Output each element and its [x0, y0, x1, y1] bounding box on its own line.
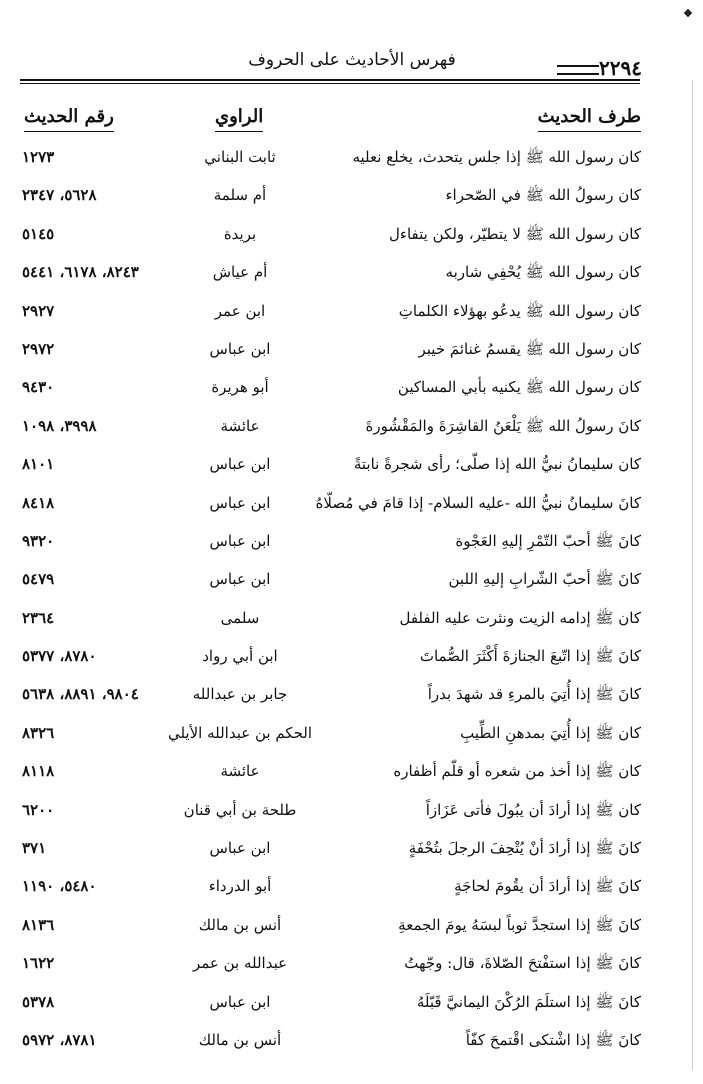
hadith-text: كانَ رسولُ الله ﷺ يَلْعَنُ القاشِرَةَ والمَقْشُورةَ: [365, 416, 641, 435]
table-row: [0, 1023, 703, 1061]
hadith-number: ٨١٠١: [22, 455, 55, 474]
rawi-name: ابن عمر: [214, 301, 266, 320]
hadith-text: كان رسولُ الله ﷺ في الصّحراء: [445, 186, 641, 205]
hadith-text: كان ﷺ إذا أُتِيَ بمدهنِ الطِّيبِ: [460, 723, 641, 742]
index-table: [0, 140, 703, 1061]
hadith-text: كانَ ﷺ إذا اتّبعَ الجنازةَ أَكْثَرَ الصُّماتَ: [419, 647, 641, 666]
rawi-name: عائشة: [220, 416, 260, 435]
hadith-text: كان رسول الله ﷺ يدعُو بهؤلاء الكلماتِ: [398, 301, 641, 320]
column-header-rawi: الراوي: [215, 106, 263, 132]
hadith-number: ١٢٧٣: [22, 148, 55, 166]
page-header: [22, 50, 642, 80]
hadith-number: ٨١١٨: [22, 762, 55, 781]
table-row: [0, 409, 703, 447]
rawi-name: ابن عباس: [209, 455, 271, 474]
rawi-name: ابن عباس: [209, 339, 271, 358]
hadith-number: ٨٧٨٠، ٥٣٧٧: [22, 647, 97, 666]
rawi-name: ابن عباس: [209, 531, 271, 550]
rawi-name: ابن عباس: [209, 493, 271, 512]
hadith-number: ٢٩٢٧: [22, 301, 55, 320]
table-row: [0, 294, 703, 332]
rawi-name: ابن عباس: [209, 839, 271, 858]
table-row: [0, 140, 703, 178]
rawi-name: ثابت البناني: [204, 148, 276, 166]
table-row: [0, 946, 703, 984]
table-row: [0, 754, 703, 792]
rawi-name: أم سلمة: [213, 186, 267, 205]
rawi-name: أبو هريرة: [211, 378, 269, 397]
rawi-name: ابن أبي رواد: [202, 647, 278, 666]
hadith-text: كان رسول الله ﷺ يُحْفِي شاربه: [445, 263, 641, 282]
page-edge-line: [692, 80, 693, 1070]
hadith-number: ٥٤٧٩: [22, 570, 55, 589]
header-rule-thin: [20, 83, 640, 84]
hadith-text: كانَ ﷺ إذا أرادَ أن يقُومَ لحاجَةٍ: [454, 877, 641, 896]
hadith-number: ٩٨٠٤، ٨٨٩١، ٥٦٣٨: [22, 685, 139, 704]
hadith-number: ٩٣٢٠: [22, 531, 55, 550]
page-number-bars: [557, 65, 599, 75]
hadith-number: ٢٣٦٤: [22, 608, 55, 627]
table-row: [0, 524, 703, 562]
hadith-number: ٩٤٣٠: [22, 378, 55, 397]
rawi-name: طلحة بن أبي قنان: [183, 800, 297, 819]
hadith-number: ٥٣٧٨: [22, 992, 55, 1011]
rawi-name: ابن عباس: [209, 570, 271, 589]
hadith-text: كانَ ﷺ إذا أُتِيَ بالمرءِ قد شهدَ بدراً: [427, 685, 641, 704]
rawi-name: أنس بن مالك: [198, 1030, 282, 1049]
hadith-text: كانَ ﷺ إذا أرادَ أنْ يُتْحِفَ الرجلَ بتُحْفَةٍ: [408, 839, 641, 858]
rawi-name: عبدالله بن عمر: [192, 954, 288, 973]
hadith-text: كانَ ﷺ أحبّ الشّرابِ إليهِ اللبن: [448, 570, 641, 589]
hadith-text: كانَ ﷺ إذا استفْتحَ الصّلاةَ، قال: وجّهتُ: [404, 954, 641, 973]
hadith-text: كانَ ﷺ إذا اشْتكى اقْتمحَ كفّاً: [465, 1030, 641, 1049]
hadith-number: ١٦٢٢: [22, 954, 55, 973]
table-row: [0, 793, 703, 831]
table-row: [0, 908, 703, 946]
hadith-text: كانَ سليمانُ نبيُّ الله -عليه السلام- إذا قامَ في مُصلّاهُ: [315, 493, 641, 512]
hadith-text: كان ﷺ إذا أرادَ أن يبُولَ فأتى عَزَازاً: [425, 800, 641, 819]
table-row: [0, 486, 703, 524]
table-row: [0, 562, 703, 600]
hadith-text: كان رسول الله ﷺ لا يتطيّر، ولكن يتفاءل: [389, 224, 641, 243]
rawi-name: الحكم بن عبدالله الأيلي: [167, 723, 313, 742]
rawi-name: ابن عباس: [209, 992, 271, 1011]
hadith-text: كان ﷺ إدامه الزيت ونثرت عليه الفلفل: [399, 608, 641, 627]
table-row: [0, 985, 703, 1023]
hadith-text: كانَ ﷺ إذا استجدَّ ثوباً لبسَهُ يومَ الجمعةِ: [398, 915, 641, 934]
rawi-name: أبو الدرداء: [208, 877, 272, 896]
rawi-name: أنس بن مالك: [198, 915, 282, 934]
hadith-number: ٣٩٩٨، ١٠٩٨: [22, 416, 97, 435]
hadith-number: ٢٩٧٢: [22, 339, 55, 358]
hadith-number: ٨١٣٦: [22, 915, 55, 934]
table-row: [0, 869, 703, 907]
rawi-name: بريدة: [223, 224, 257, 243]
table-row: [0, 831, 703, 869]
page-title: فهرس الأحاديث على الحروف: [248, 50, 456, 70]
column-header-number: رقم الحديث: [24, 106, 114, 132]
column-header-hadith: طرف الحديث: [538, 106, 641, 132]
page-number: [551, 56, 642, 80]
hadith-number: ٨٣٢٦: [22, 723, 55, 742]
header-rule: [20, 79, 640, 81]
table-row: [0, 332, 703, 370]
table-row: [0, 178, 703, 216]
table-row: [0, 447, 703, 485]
hadith-text: كان رسول الله ﷺ يقسمُ غنائمَ خيبر: [418, 339, 641, 358]
rawi-name: سلمى: [220, 608, 260, 627]
table-row: [0, 601, 703, 639]
table-row: [0, 217, 703, 255]
rawi-name: جابر بن عبدالله: [192, 685, 288, 704]
hadith-number: ٥٦٢٨، ٢٣٤٧: [22, 186, 97, 205]
hadith-text: كان سليمانُ نبيُّ الله إذا صلّى؛ رأى شجرةً نابتةً: [353, 455, 641, 474]
rawi-name: عائشة: [220, 762, 260, 781]
hadith-number: ٦٢٠٠: [22, 800, 55, 819]
hadith-text: كان رسول الله ﷺ يكنيه بأبي المساكين: [397, 378, 641, 397]
hadith-number: ٣٧١: [22, 839, 47, 858]
hadith-text: كان ﷺ إذا أخذ من شعره أو قلّم أظفاره: [393, 762, 641, 781]
table-row: [0, 370, 703, 408]
hadith-text: كانَ ﷺ إذا استلَمَ الرُكْنَ اليمانيَّ قَبّلَهُ: [416, 992, 641, 1011]
table-row: [0, 255, 703, 293]
hadith-number: ٥٤٨٠، ١١٩٠: [22, 877, 97, 896]
hadith-text: كان رسول الله ﷺ إذا جلس يتحدث، يخلع نعليه: [352, 148, 641, 166]
corner-mark: [684, 9, 692, 17]
table-row: [0, 716, 703, 754]
hadith-number: ٨٢٤٣، ٦١٧٨، ٥٤٤١: [22, 263, 139, 282]
hadith-number: ٨٤١٨: [22, 493, 55, 512]
hadith-number: ٥١٤٥: [22, 224, 55, 243]
hadith-number: ٨٧٨١، ٥٩٧٢: [22, 1030, 97, 1049]
hadith-text: كانَ ﷺ أحبّ التّمْرِ إليهِ العَجْوة: [455, 531, 641, 550]
table-row: [0, 639, 703, 677]
page-number-text: ٢٢٩٤: [599, 56, 642, 80]
table-row: [0, 677, 703, 715]
rawi-name: أم عياش: [212, 263, 268, 282]
